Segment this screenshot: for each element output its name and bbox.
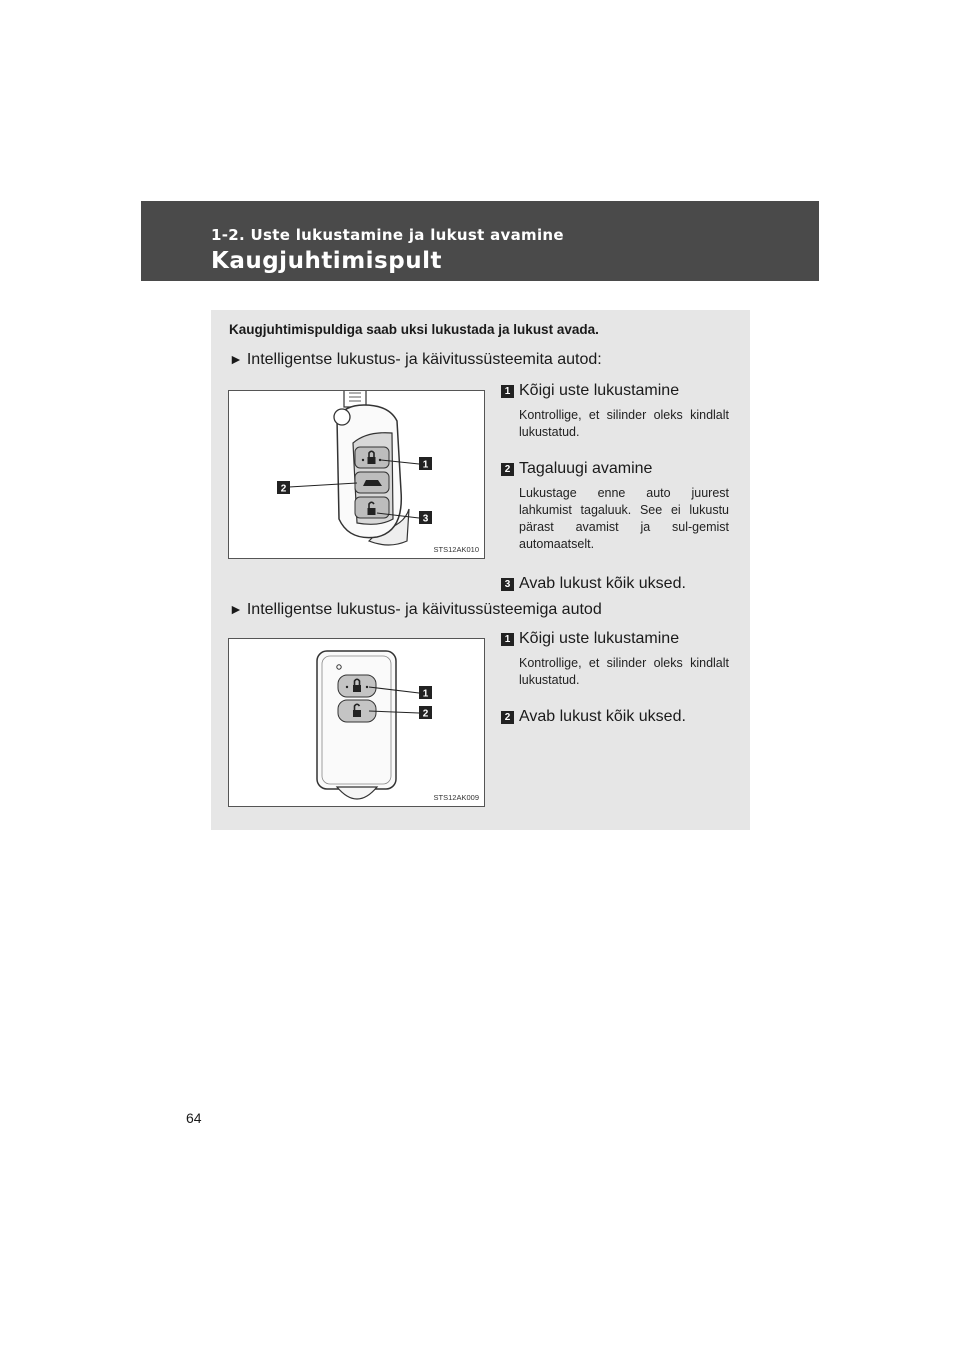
item-description: Kontrollige, et silinder oleks kindlalt lukustatud. <box>519 408 729 439</box>
figure-code: STS12AK010 <box>433 545 479 554</box>
item-number-badge: 1 <box>501 385 514 398</box>
chapter-header <box>141 201 819 281</box>
figure-code: STS12AK009 <box>433 793 479 802</box>
variant-heading-text: Intelligentse lukustus- ja käivitussüsteemiga autod <box>246 601 602 618</box>
item-title: Avab lukust kõik uksed. <box>519 575 686 592</box>
page-number: 64 <box>186 1110 202 1126</box>
item-title: Kõigi uste lukustamine <box>519 630 680 647</box>
item-title: Avab lukust kõik uksed. <box>519 708 686 725</box>
list-item <box>501 630 729 689</box>
variant-heading-text: Intelligentse lukustus- ja käivitussüsteemita autod: <box>246 351 602 368</box>
section-label: 1-2. Uste lukustamine ja lukust avamine <box>211 226 564 244</box>
item-number-badge: 2 <box>501 463 514 476</box>
item-title: Tagaluugi avamine <box>519 460 653 477</box>
list-item <box>501 708 729 726</box>
content-box <box>211 310 750 830</box>
variant-heading-1 <box>229 351 602 369</box>
intro-text: Kaugjuhtimispuldiga saab uksi lukustada ja lukust avada. <box>229 322 599 337</box>
smart-key-illustration <box>229 639 484 806</box>
callout-3: 3 <box>422 513 429 525</box>
figure-remote-key-flip <box>228 390 485 559</box>
item-title: Kõigi uste lukustamine <box>519 382 680 399</box>
figure-smart-key <box>228 638 485 807</box>
list-item <box>501 460 729 553</box>
item-number-badge: 1 <box>501 633 514 646</box>
callout-1: 1 <box>422 459 429 471</box>
item-number-badge: 2 <box>501 711 514 724</box>
remote-key-flip-illustration <box>229 391 484 558</box>
item-description: Lukustage enne auto juurest lahkumist tagaluuk. See ei lukustu pärast avamist ja sul-gemist automaatselt. <box>519 486 729 551</box>
arrow-right-icon: ► <box>229 601 243 617</box>
list-item <box>501 382 729 441</box>
list-item <box>501 575 729 593</box>
callout-1: 1 <box>422 688 429 700</box>
arrow-right-icon: ► <box>229 351 243 367</box>
item-number-badge: 3 <box>501 578 514 591</box>
callout-2: 2 <box>422 708 429 720</box>
item-description: Kontrollige, et silinder oleks kindlalt lukustatud. <box>519 656 729 687</box>
variant-heading-2 <box>229 601 602 619</box>
page-title: Kaugjuhtimispult <box>211 248 442 274</box>
callout-2: 2 <box>280 483 287 495</box>
